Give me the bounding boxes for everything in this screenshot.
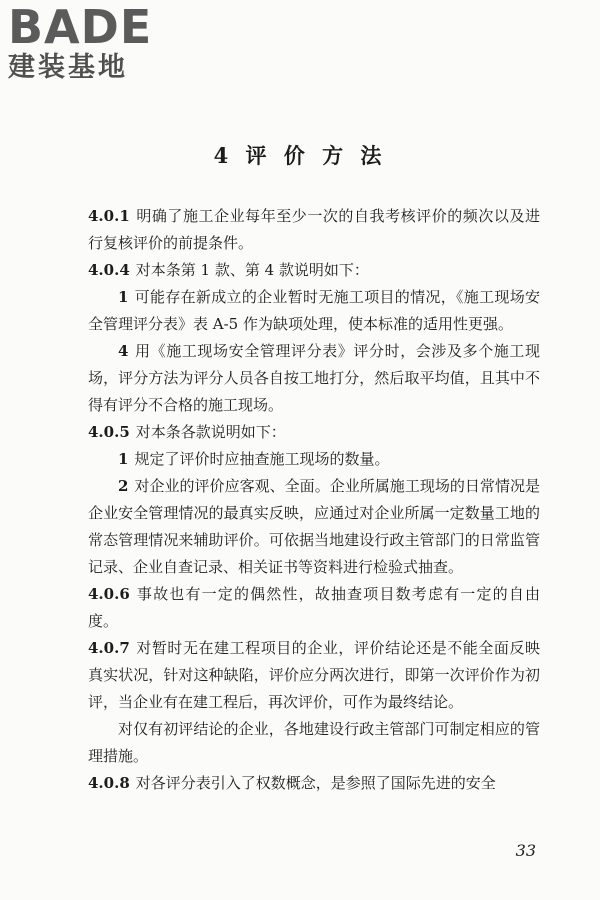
paragraph — [88, 446, 540, 473]
clause-number: 4.0.6 — [88, 585, 130, 603]
paragraph-text: 对本条各款说明如下： — [135, 423, 286, 441]
paragraph — [88, 581, 540, 635]
paragraph-text: 对仅有初评结论的企业，各地建设行政主管部门可制定相应的管理措施。 — [88, 720, 540, 765]
paragraph — [88, 770, 540, 797]
clause-number: 4.0.1 — [88, 207, 130, 225]
clause-number: 4.0.5 — [88, 423, 130, 441]
paragraph — [88, 716, 540, 770]
clause-number: 4.0.4 — [88, 261, 130, 279]
paragraph — [88, 635, 540, 716]
paragraph-text: 对暂时无在建工程项目的企业，评价结论还是不能全面反映真实状况，针对这种缺陷，评价应分两次进行，即第一次评价作为初评，当企业有在建工程后，再次评价，可作为最终结论。 — [88, 639, 540, 711]
logo-subtitle: 建装基地 — [8, 52, 128, 83]
clause-number: 4 — [118, 342, 129, 360]
paragraph — [88, 284, 540, 338]
clause-number: 4.0.8 — [88, 774, 130, 792]
clause-number: 1 — [118, 450, 129, 468]
logo — [8, 0, 178, 84]
paragraph — [88, 419, 540, 446]
paragraph-text: 用《施工现场安全管理评分表》评分时，会涉及多个施工现场，评分方法为评分人员各自按工地打分，然后取平均值，且其中不得有评分不合格的施工现场。 — [88, 342, 540, 414]
paragraph — [88, 338, 540, 419]
paragraph-text: 对各评分表引入了权数概念，是参照了国际先进的安全 — [135, 774, 496, 792]
paragraph-text: 对本条第 1 款、第 4 款说明如下： — [135, 261, 369, 279]
paragraph — [88, 203, 540, 257]
paragraph — [88, 473, 540, 581]
paragraph-text: 事故也有一定的偶然性，故抽查项目数考虑有一定的自由度。 — [88, 585, 540, 630]
chapter-title: 4 评 价 方 法 — [213, 143, 387, 168]
body-text — [88, 203, 540, 797]
clause-number: 4.0.7 — [88, 639, 130, 657]
paragraph-text: 对企业的评价应客观、全面。企业所属施工现场的日常情况是企业安全管理情况的最真实反映，应通过对企业所属一定数量工地的常态管理情况来辅助评价。可依据当地建设行政主管部门的日常监管记录、企业自查记录、相关证书等资料进行检验式抽查。 — [88, 477, 540, 576]
paragraph — [88, 257, 540, 284]
logo-wordmark: BADE — [8, 0, 153, 54]
clause-number: 1 — [118, 288, 129, 306]
paragraph-text: 明确了施工企业每年至少一次的自我考核评价的频次以及进行复核评价的前提条件。 — [88, 207, 540, 252]
clause-number: 2 — [118, 477, 129, 495]
paragraph-text: 可能存在新成立的企业暂时无施工项目的情况，《施工现场安全管理评分表》表 A-5 作为缺项处理，使本标准的适用性更强。 — [88, 288, 540, 333]
page-number: 33 — [515, 841, 536, 860]
paragraph-text: 规定了评价时应抽查施工现场的数量。 — [134, 450, 390, 468]
